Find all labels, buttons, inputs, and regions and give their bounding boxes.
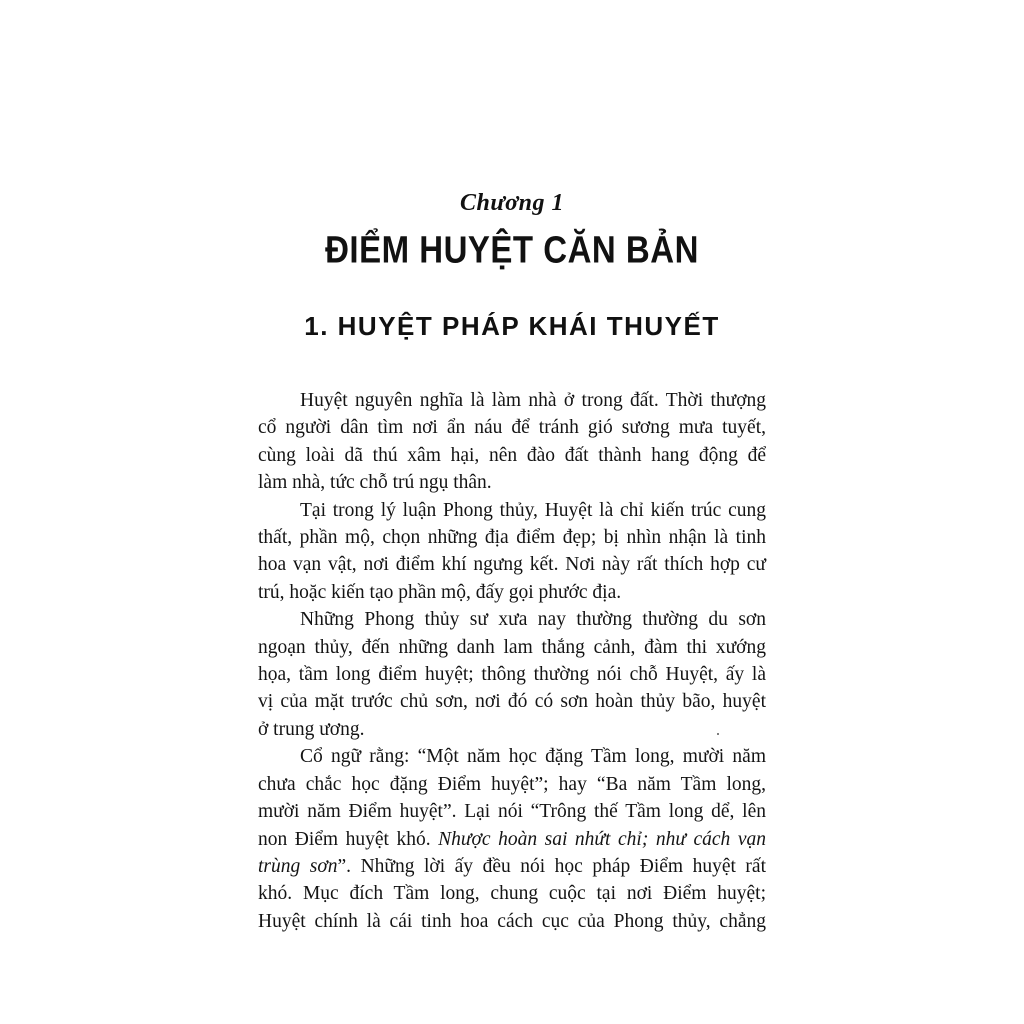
text-line: Cổ ngữ rằng: “Một năm học đặng Tầm long, mười năm: [300, 746, 766, 768]
text-line: làm nhà, tức chỗ trú ngụ thân.: [258, 472, 492, 494]
print-speck: [717, 733, 719, 735]
section-title: 1. HUYỆT PHÁP KHÁI THUYẾT: [304, 311, 720, 341]
italic-text: Nhược hoàn sai nhứt chỉ; như cách vạn: [438, 828, 766, 850]
chapter-title: ĐIỂM HUYỆT CĂN BẢN: [325, 228, 699, 271]
text-run: non Điểm huyệt khó.: [258, 828, 439, 850]
text-line: chưa chắc học đặng Điểm huyệt”; hay “Ba năm Tầm long,: [258, 773, 766, 795]
body-text: [258, 387, 766, 935]
text-line: cùng loài dã thú xâm hại, nên đào đất thành hang động để: [258, 444, 766, 466]
text-line: Huyệt nguyên nghĩa là làm nhà ở trong đất. Thời thượng: [300, 390, 766, 411]
paragraph-4: [258, 743, 766, 935]
text-line: khó. Mục đích Tầm long, chung cuộc tại nơi Điểm huyệt;: [258, 883, 766, 905]
paragraph-3: [258, 606, 766, 743]
text-line: trú, hoặc kiến tạo phần mộ, đấy gọi phước địa.: [258, 581, 622, 603]
text-line: [258, 826, 766, 853]
text-line: thất, phần mộ, chọn những địa điểm đẹp; bị nhìn nhận là tinh: [258, 527, 766, 549]
text-line: cổ người dân tìm nơi ẩn náu để tránh gió sương mưa tuyết,: [258, 417, 766, 439]
text-line: Những Phong thủy sư xưa nay thường thường du sơn: [300, 609, 766, 631]
text-line: vị của mặt trước chủ sơn, nơi đó có sơn hoàn thủy bão, huyệt: [258, 691, 766, 713]
text-line: [258, 853, 766, 880]
paragraph-1: [258, 387, 766, 497]
text-line: Huyệt chính là cái tinh hoa cách cục của Phong thủy, chẳng: [258, 910, 766, 932]
text-run: ”. Những lời ấy đều nói học pháp Điểm huyệt rất: [337, 855, 767, 877]
text-line: hoa vạn vật, nơi điểm khí ngưng kết. Nơi này rất thích hợp cư: [258, 554, 766, 576]
text-line: Tại trong lý luận Phong thủy, Huyệt là chỉ kiến trúc cung: [300, 499, 766, 521]
italic-text: trùng sơn: [258, 855, 338, 877]
text-line: mười năm Điểm huyệt”. Lại nói “Trông thế Tầm long dể, lên: [258, 801, 766, 823]
text-line: họa, tầm long điểm huyệt; thông thường nói chỗ Huyệt, ấy là: [258, 664, 766, 686]
paragraph-2: [258, 497, 766, 607]
chapter-label: Chương 1: [460, 190, 564, 216]
text-line: ở trung ương.: [258, 718, 365, 740]
text-line: ngoạn thủy, đến những danh lam thắng cảnh, đàm thi xướng: [258, 636, 766, 658]
